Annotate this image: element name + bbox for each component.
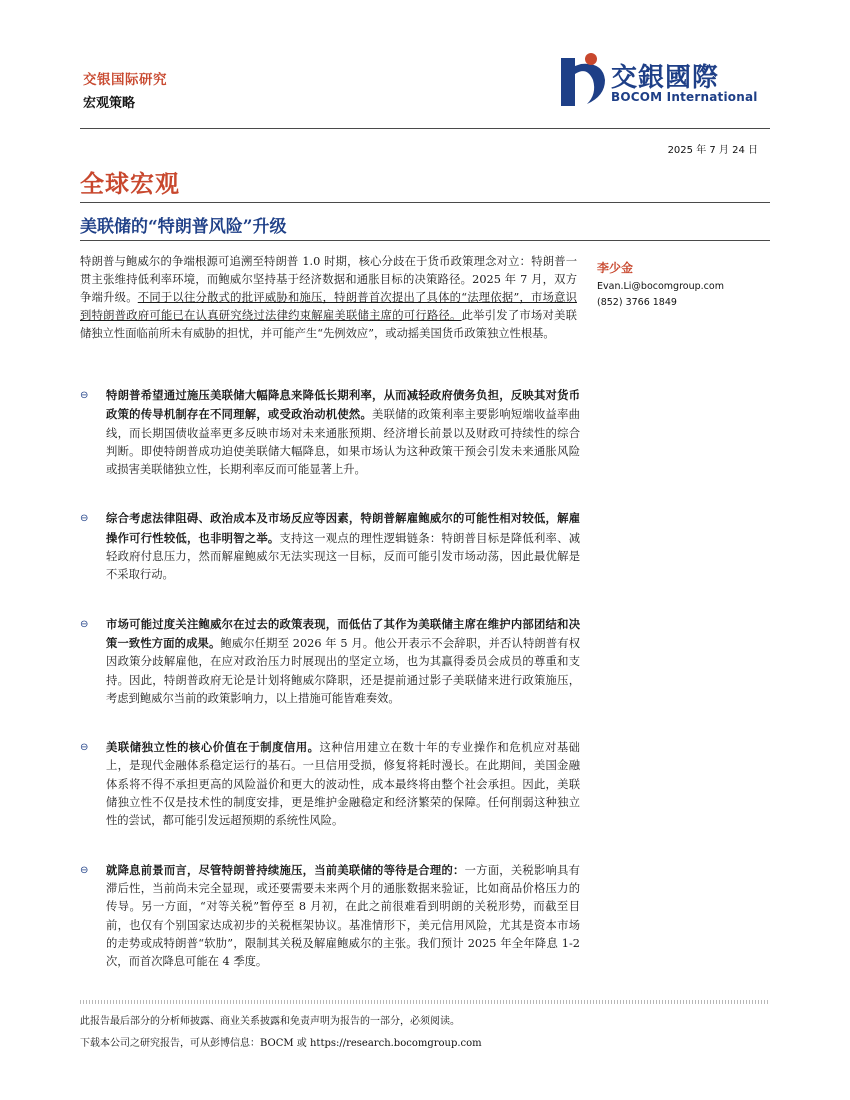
key-point-body: 一方面，关税影响具有滞后性，当前尚未完全显现，或还要需要未来两个月的通胀数据来验证，比如商品价格压力的传导。另一方面，“对等关税”暂停至 8 月初，在此之前很难看到明朗的关税形势，而截至目前，也仅有个别国家达成初步的关税框架协议。基准情形下，美元信用风险，尤其是资本市场的走势或成特朗普“软肋”，限制其关税及解雇鲍威尔的主张。我们预计 2025 年全年降息 1-2 次，而首次降息可能在 4 季度。	[106, 863, 580, 969]
key-point-lead: 就降息前景而言，尽管特朗普持续施压，当前美联储的等待是合理的：	[106, 862, 465, 877]
key-point-body: 这种信用建立在数十年的专业操作和危机应对基础上，是现代金融体系稳定运行的基石。一旦信用受损，修复将耗时漫长。在此期间，美国金融体系将不得不承担更高的风险溢价和更大的波动性，成本最终将由整个社会承担。因此，美联储独立性不仅是技术性的制度安排，更是维护金融稳定和经济繁荣的保障。任何削弱这种独立性的尝试，都可能引发远超预期的系统性风险。	[106, 741, 580, 828]
key-point	[80, 738, 580, 830]
circled-minus-icon: ⊖	[80, 742, 89, 754]
key-point	[80, 386, 580, 479]
title-divider	[80, 202, 770, 203]
analyst-phone: (852) 3766 1849	[597, 297, 677, 308]
headline-divider	[80, 240, 770, 241]
footer-divider	[80, 1000, 770, 1004]
circled-minus-icon: ⊖	[80, 390, 89, 401]
report-headline: 美联储的“特朗普风险”升级	[80, 217, 287, 237]
report-category: 全球宏观	[80, 170, 180, 198]
key-points-list	[80, 386, 580, 984]
key-point-lead: 市场可能过度关注鲍威尔在过去的政策表现，而低估了其作为美联储主席在维护内部团结和决策一致性方面的成果。	[106, 616, 580, 650]
key-point	[80, 861, 580, 972]
key-point-lead: 综合考虑法律阻碍、政治成本及市场反应等因素，特朗普解雇鲍威尔的可能性相对较低，解雇操作可行性较低，也非明智之举。	[106, 511, 580, 545]
analyst-block	[597, 259, 724, 308]
logo-english-text: BOCOM International	[611, 90, 758, 104]
circled-minus-icon: ⊖	[80, 618, 89, 630]
circled-minus-icon: ⊖	[80, 513, 89, 525]
intro-text-1: 特朗普与鲍威尔的争端根源可追溯至特朗普 1.0 时期，核心分歧在于货币政策理念对立：特朗普一贯主张维持低利率环境，而鲍威尔坚持基于经济数据和通胀目标的决策路径。2025 年 7 月，双方争端升级。	[80, 255, 577, 305]
key-point-lead: 特朗普希望通过施压美联储大幅降息来降低长期利率，从而减轻政府债务负担，反映其对货币政策的传导机制存在不同理解，或受政治动机使然。	[106, 388, 580, 422]
footer-download-info[interactable]: 下载本公司之研究报告，可从彭博信息：BOCM 或 https://research.bocomgroup.com	[80, 1038, 482, 1049]
brand-name: 交银国际研究	[83, 72, 167, 88]
key-point-lead: 美联储独立性的核心价值在于制度信用。	[106, 740, 320, 755]
intro-text-underlined: 不同于以往分散式的批评威胁和施压，特朗普首次提出了具体的“法理依据”，市场意识到特朗普政府可能已在认真研究绕过法律约束解雇美联储主席的可行路径。	[80, 291, 577, 323]
analyst-email[interactable]: Evan.Li@bocomgroup.com	[597, 281, 724, 292]
circled-minus-icon: ⊖	[80, 864, 89, 876]
intro-text-3: 此举引发了市场对美联储独立性面临前所未有威胁的担忧，并可能产生“先例效应”，或动摇美国货币政策独立性根基。	[80, 309, 577, 341]
analyst-name: 李少金	[597, 261, 634, 275]
section-name: 宏观策略	[83, 96, 136, 111]
key-point	[80, 509, 580, 584]
key-point-body: 美联储的政策利率主要影响短端收益率曲线，而长期国债收益率更多反映市场对未来通胀预期、经济增长前景以及财政可持续性的综合判断。即使特朗普成功迫使美联储大幅降息，如果市场认为这种政策干预会引发未来通胀风险或损害美联储独立性，长期利率反而可能显著上升。	[106, 408, 580, 477]
header-divider	[80, 128, 770, 129]
intro-paragraph	[80, 253, 577, 343]
logo-chinese-text: 交銀國際	[611, 63, 720, 93]
key-point	[80, 615, 580, 708]
key-point-body: 鲍威尔任期至 2026 年 5 月。他公开表示不会辞职，并否认特朗普有权因政策分歧解雇他，在应对政治压力时展现出的坚定立场，也为其赢得委员会成员的尊重和支持。因此，特朗普政府无论是计划将鲍威尔降职，还是提前通过影子美联储来进行政策施压，考虑到鲍威尔当前的政策影响力，以上措施可能皆难奏效。	[106, 636, 580, 705]
report-date: 2025 年 7 月 24 日	[667, 145, 758, 156]
key-point-body: 支持这一观点的理性逻辑链条：特朗普目标是降低利率、减轻政府付息压力，然而解雇鲍威尔无法实现这一目标，反而可能引发市场动荡，因此最优解是不采取行动。	[106, 531, 580, 582]
footer-disclaimer: 此报告最后部分的分析师披露、商业关系披露和免责声明为报告的一部分，必须阅读。	[80, 1016, 460, 1027]
